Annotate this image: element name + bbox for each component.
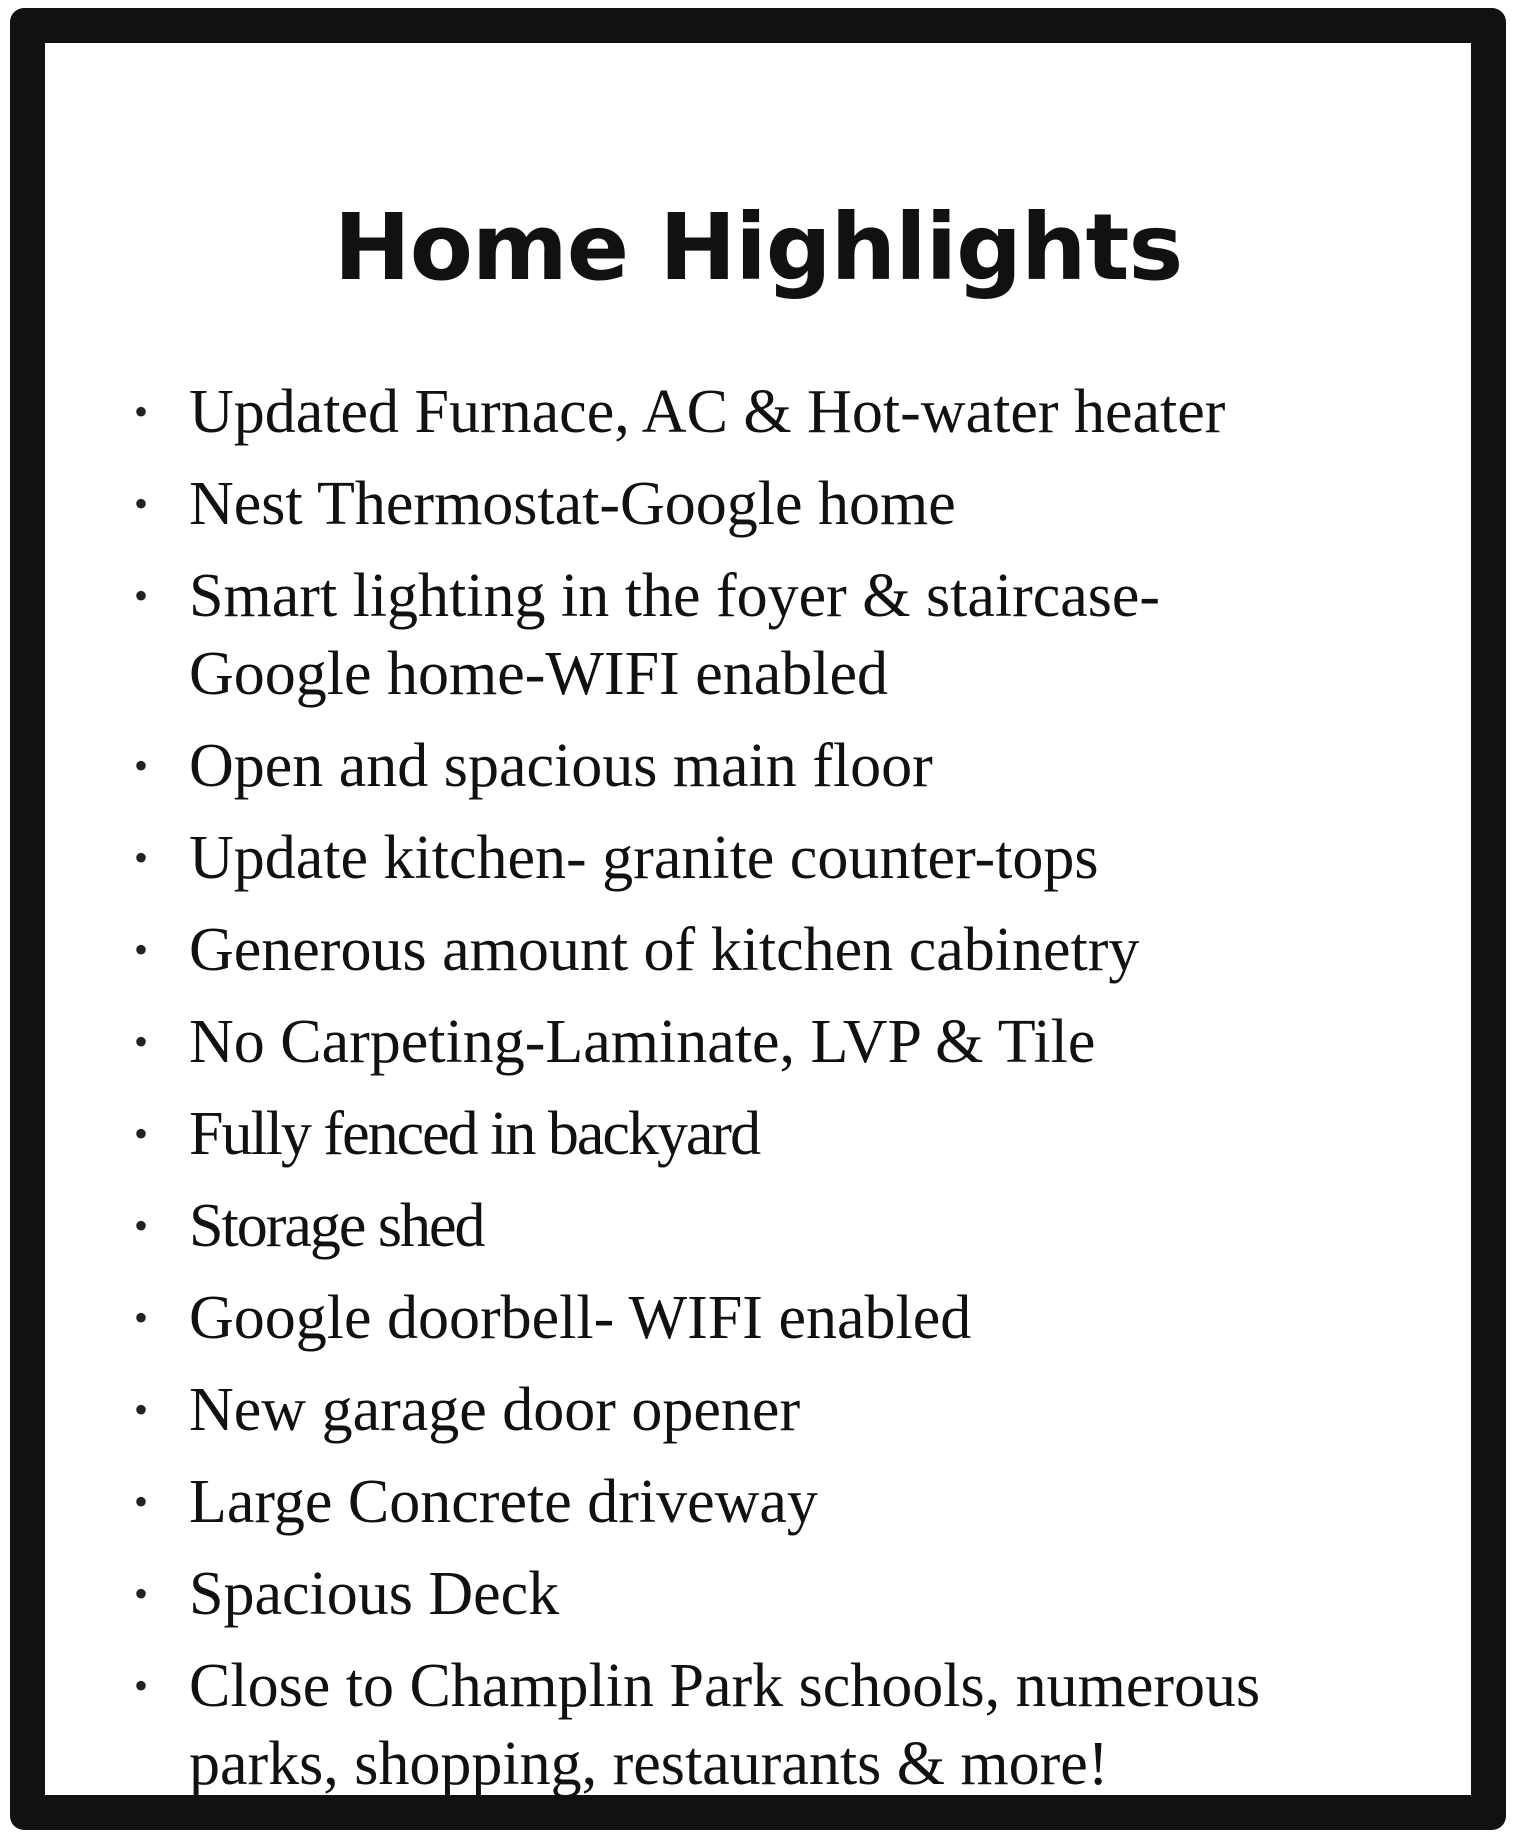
list-item-text: Storage shed — [189, 1192, 484, 1260]
list-item — [93, 1463, 1413, 1541]
list-item — [93, 1555, 1413, 1633]
list-item-text: Close to Champlin Park schools, numerous parks, shopping, restaurants & more! — [189, 1652, 1261, 1798]
list-item — [93, 911, 1413, 989]
list-item — [93, 1647, 1413, 1803]
list-item-text: Generous amount of kitchen cabinetry — [189, 916, 1140, 984]
list-item-text: Fully fenced in backyard — [189, 1100, 760, 1168]
bullet-icon: • — [133, 1479, 148, 1524]
list-item-text: No Carpeting-Laminate, LVP & Tile — [189, 1008, 1096, 1076]
list-item — [93, 1371, 1413, 1449]
bullet-icon: • — [133, 1387, 148, 1432]
list-item-text: Update kitchen- granite counter-tops — [189, 824, 1099, 892]
list-item-text: Open and spacious main floor — [189, 732, 933, 800]
list-item — [93, 1003, 1413, 1081]
bullet-icon: • — [133, 927, 148, 972]
bullet-icon: • — [133, 573, 148, 618]
list-item — [93, 1279, 1413, 1357]
list-item — [93, 727, 1413, 805]
document-frame — [10, 8, 1506, 1830]
list-item-text: Spacious Deck — [189, 1560, 560, 1628]
highlights-list — [93, 373, 1413, 1817]
list-item-text: Large Concrete driveway — [189, 1468, 818, 1536]
list-item-text: New garage door opener — [189, 1376, 801, 1444]
bullet-icon: • — [133, 1111, 148, 1156]
bullet-icon: • — [133, 743, 148, 788]
list-item-text: Updated Furnace, AC & Hot-water heater — [189, 378, 1226, 446]
list-item — [93, 819, 1413, 897]
bullet-icon: • — [133, 1203, 148, 1248]
list-item-text: Smart lighting in the foyer & staircase- Google home-WIFI enabled — [189, 562, 1161, 708]
page-title: Home Highlights — [333, 194, 1183, 301]
bullet-icon: • — [133, 1571, 148, 1616]
bullet-icon: • — [133, 1019, 148, 1064]
list-item — [93, 1187, 1413, 1265]
bullet-icon: • — [133, 481, 148, 526]
list-item — [93, 373, 1413, 451]
bullet-icon: • — [133, 835, 148, 880]
bullet-icon: • — [133, 389, 148, 434]
list-item-text: Nest Thermostat-Google home — [189, 470, 956, 538]
bullet-icon: • — [133, 1663, 148, 1708]
bullet-icon: • — [133, 1295, 148, 1340]
list-item — [93, 557, 1413, 713]
list-item-text: Google doorbell- WIFI enabled — [189, 1284, 972, 1352]
list-item — [93, 465, 1413, 543]
list-item — [93, 1095, 1413, 1173]
